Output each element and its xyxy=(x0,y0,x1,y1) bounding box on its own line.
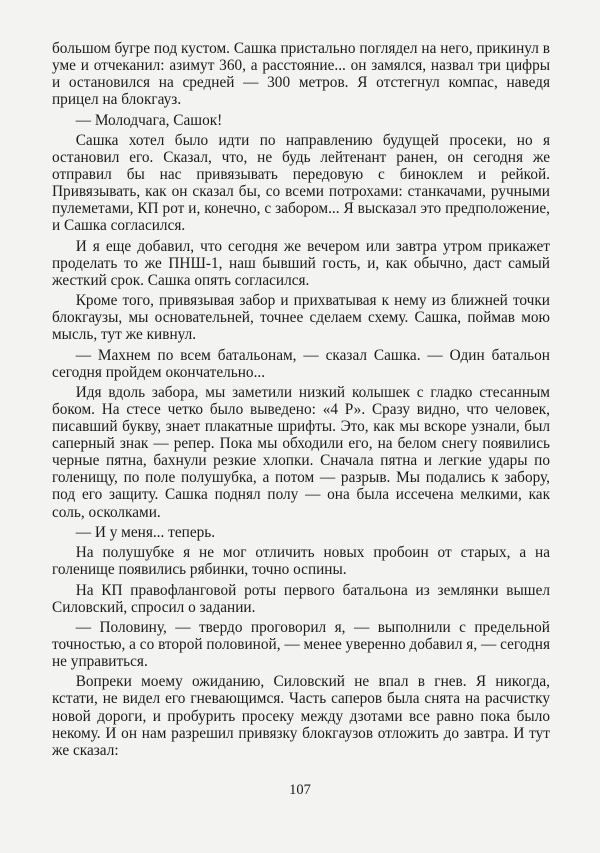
paragraph: На полушубке я не мог отличить новых пробоин от старых, а на голенище появились рябинки, точно оспины. xyxy=(52,544,550,579)
paragraph: Вопреки моему ожиданию, Силовский не впал в гнев. Я никогда, кстати, не видел его гневающимся. Часть саперов была снята на расчистку новой дороги, и пробурить просеку между дзотами все равно пока было некому. И он нам разрешил привязку блокгаузов отложить до завтра. И тут же сказал: xyxy=(52,673,550,759)
paragraph: Кроме того, привязывая забор и прихватывая к нему из ближней точки блокгаузы, мы основательней, точнее сделаем схему. Сашка, поймав мою мысль, тут же кивнул. xyxy=(52,292,550,344)
paragraph: На КП правофланговой роты первого батальона из землянки вышел Силовский, спросил о задании. xyxy=(52,581,550,616)
paragraph: — Молодчага, Сашок! xyxy=(75,111,223,129)
page-number: 107 xyxy=(289,782,311,798)
paragraph: — Половину, — твердо проговорил я, — выполнили с предельной точностью, а со второй половиной, — менее уверенно добавил я, — сегодня не управиться. xyxy=(52,618,550,671)
paragraph: И я еще добавил, что сегодня же вечером или завтра утром прикажет проделать то же ПНШ-1, наш бывший гость, и, как обычно, даст самый жесткий срок. Сашка опять согласился. xyxy=(52,237,550,289)
page-body xyxy=(52,40,550,759)
paragraph: большом бугре под кустом. Сашка пристально поглядел на него, прикинул в уме и отчеканил: азимут 360, а расстояние... он замялся, назвал три цифры и остановился на средней — 300 метров. Я отстегнул компас, наведя прицел на блокгауз. xyxy=(52,40,550,109)
paragraph: Идя вдоль забора, мы заметили низкий колышек с гладко стесанным боком. На стесе четко было выведено: «4 Р». Сразу видно, что человек, писавший букву, знает плакатные шрифты. Это, как мы вскоре узнали, был саперный знак — репер. Пока мы обходили его, на белом снегу появились черные пятна, бахнули резкие хлопки. Сначала пятна и легкие удары по голенищу, по поле полушубка, а потом — разрыв. Мы подались к забору, под его защиту. Сашка поднял полу — она была иссечена мелкими, как соль, осколками. xyxy=(52,383,550,521)
paragraph: Сашка хотел было идти по направлению будущей просеки, но я остановил его. Сказал, что, не будь лейтенант ранен, он сегодня же отправил бы нас привязывать передовую с биноклем и рейкой. Привязывать, как он сказал бы, со всеми потрохами: станкачами, ручными пулеметами, КП рот и, конечно, с забором... Я высказал это предположение, и Сашка согласился. xyxy=(52,131,550,235)
paragraph: — И у меня... теперь. xyxy=(75,523,216,541)
paragraph: — Махнем по всем батальонам, — сказал Сашка. — Один батальон сегодня пройдем окончательно... xyxy=(52,346,550,381)
